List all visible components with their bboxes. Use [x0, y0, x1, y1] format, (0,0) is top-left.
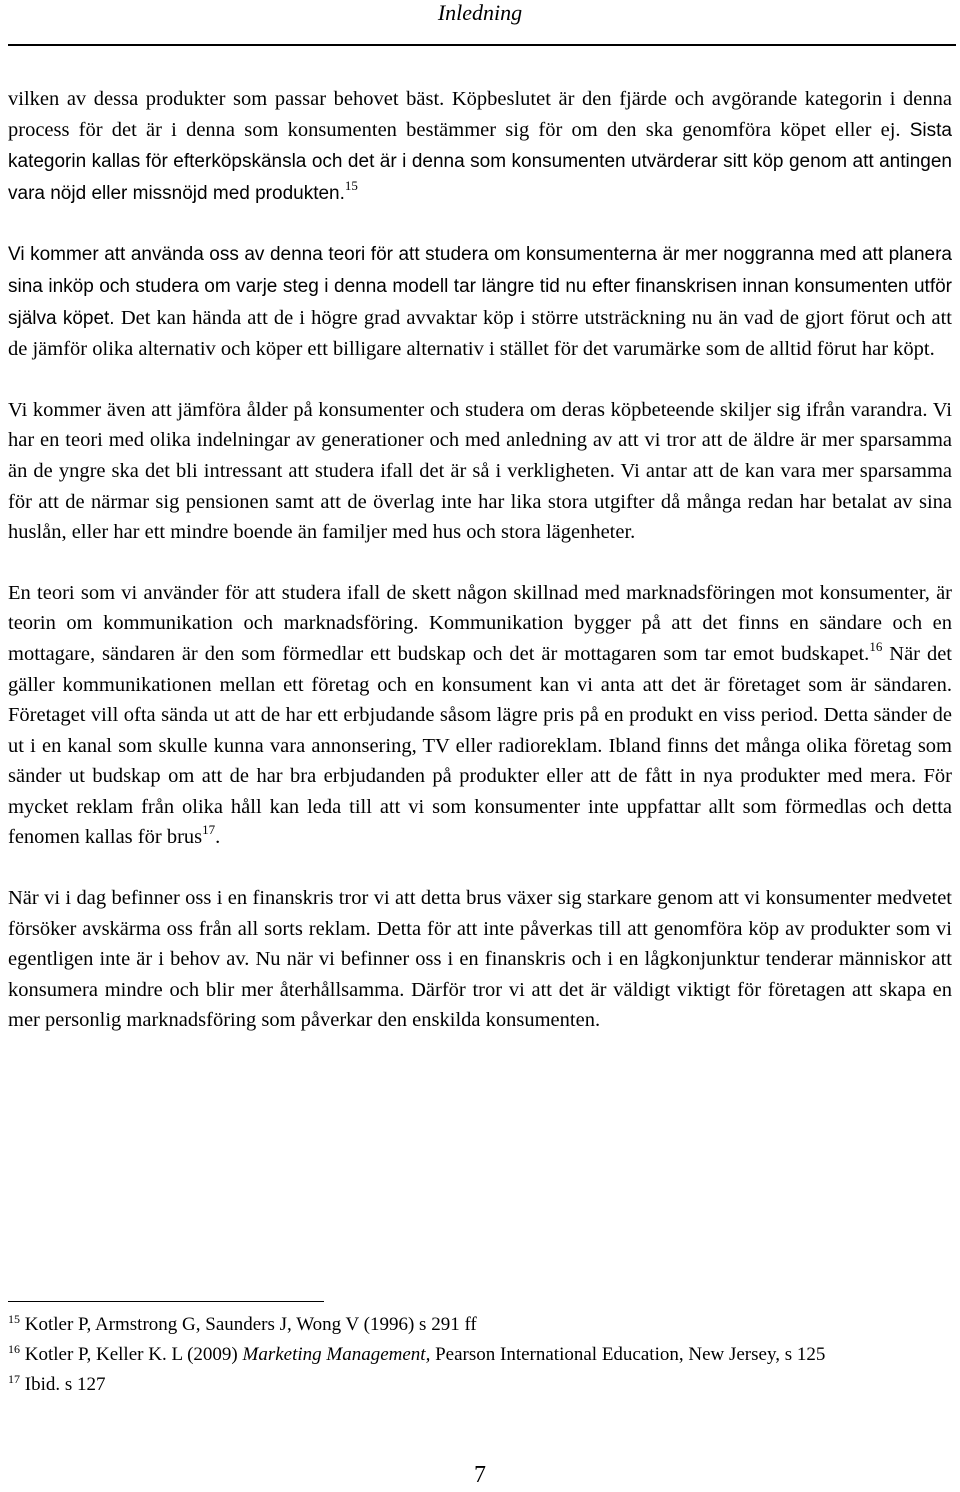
footnote-reference: 15 — [344, 177, 358, 193]
page-number: 7 — [474, 1462, 486, 1488]
footnote-number: 15 — [8, 1312, 20, 1326]
running-header — [0, 0, 960, 30]
paragraph-p5 — [8, 883, 952, 1036]
paragraph-p4 — [8, 578, 952, 853]
text-run: Ibid. s 127 — [24, 1374, 106, 1395]
footnote-16 — [8, 1343, 952, 1367]
footnotes — [8, 1313, 952, 1403]
text-run: Det kan hända att de i högre grad avvaktar köp i större utsträckning nu än vad de gjort förut och att de jämför olika alternativ och köper ett billigare alternativ i stället för det varumärke som de alltid förut har köpt. — [8, 306, 952, 361]
paragraph-p2 — [8, 239, 952, 364]
footnote-15 — [8, 1313, 952, 1337]
text-run: Vi kommer även att jämföra ålder på konsumenter och studera om deras köpbeteende skiljer sig ifrån varandra. Vi har en teori med olika indelningar av generationer och med anledning av att vi tror att de äldre är mer sparsamma än de yngre ska det bli intressant att studera ifall det är så i verkligheten. Vi antar att de kan vara mer sparsamma för att de närmar sig pensionen samt att de överlag inte har lika stora utgifter då många redan har betalat av sina huslån, eller har ett mindre boende än familjer med hus och stora lägenheter. — [8, 398, 952, 544]
footnote-number: 17 — [8, 1372, 20, 1386]
text-run: Sista kategorin kallas för efterköpskänsla och det är i denna som konsumenten utvärderar sitt köp genom att antingen vara nöjd eller missnöjd med produkten. — [8, 119, 952, 204]
footnote-divider — [8, 1301, 324, 1302]
text-run: vilken av dessa produkter som passar behovet bäst. Köpbeslutet är den fjärde och avgörande kategorin i denna process för det är i denna som konsumenten bestämmer sig för om den ska genomföra köpet eller ej. — [8, 88, 952, 141]
body-text — [8, 84, 952, 1066]
footnote-reference: 16 — [869, 638, 883, 654]
text-run: En teori som vi använder för att studera ifall de skett någon skillnad med marknadsföringen mot konsumenter, är teorin om kommunikation och marknadsföring. Kommunikation bygger på att det finns en sändare och en mottagare, sändaren är den som förmedlar ett budskap och det är mottagaren som tar emot budskapet. — [8, 581, 952, 665]
footnote-reference: 17 — [202, 822, 216, 838]
text-run: Kotler P, Keller K. L (2009) — [24, 1344, 243, 1365]
header-divider — [8, 44, 956, 46]
paragraph-p1 — [8, 84, 952, 209]
footnote-17 — [8, 1373, 952, 1397]
italic-text: Marketing Management, — [242, 1344, 431, 1365]
text-run: Vi kommer att använda oss av denna teori för att studera om konsumenterna är mer noggranna med att planera sina inköp och studera om varje steg i denna modell tar längre tid nu efter finanskrisen innan konsumenten utför själva köpet. — [8, 244, 952, 329]
text-run: När det gäller kommunikationen mellan ett företag och en konsument kan vi anta att det är företaget som är sändaren. Företaget vill ofta sända ut att de har ett erbjudande såsom lägre pris på en produkt en viss period. Detta sänder de ut i en kanal som skulle kunna vara annonsering, TV eller radioreklam. Ibland finns det många olika företag som sänder ut budskap om att de har bra erbjudanden på produkter eller att de fått in nya produkter med mera. För mycket reklam från olika håll kan leda till att vi som konsumenter inte uppfattar allt som förmedlas och detta fenomen kallas för brus — [8, 642, 952, 849]
paragraph-p3 — [8, 395, 952, 548]
text-run: När vi i dag befinner oss i en finanskris tror vi att detta brus växer sig starkare genom att vi konsumenter medvetet försöker avskärma oss från all sorts reklam. Detta för att inte påverkas till att genomföra köp av produkter som vi egentligen inte är i behov av. Nu när vi befinner oss i en finanskris och i en lågkonjunktur tenderar människor att konsumera mindre och blir mer återhållsamma. Därför tror vi att det är väldigt viktigt för företagen att skapa en mer personlig marknadsföring som påverkar den enskilda konsumenten. — [8, 887, 952, 1032]
text-run: Pearson International Education, New Jersey, s 125 — [430, 1344, 826, 1365]
text-run: . — [215, 826, 221, 849]
header-title: Inledning — [437, 0, 523, 25]
text-run: Kotler P, Armstrong G, Saunders J, Wong V (1996) s 291 ff — [24, 1314, 477, 1335]
footnote-number: 16 — [8, 1342, 20, 1356]
